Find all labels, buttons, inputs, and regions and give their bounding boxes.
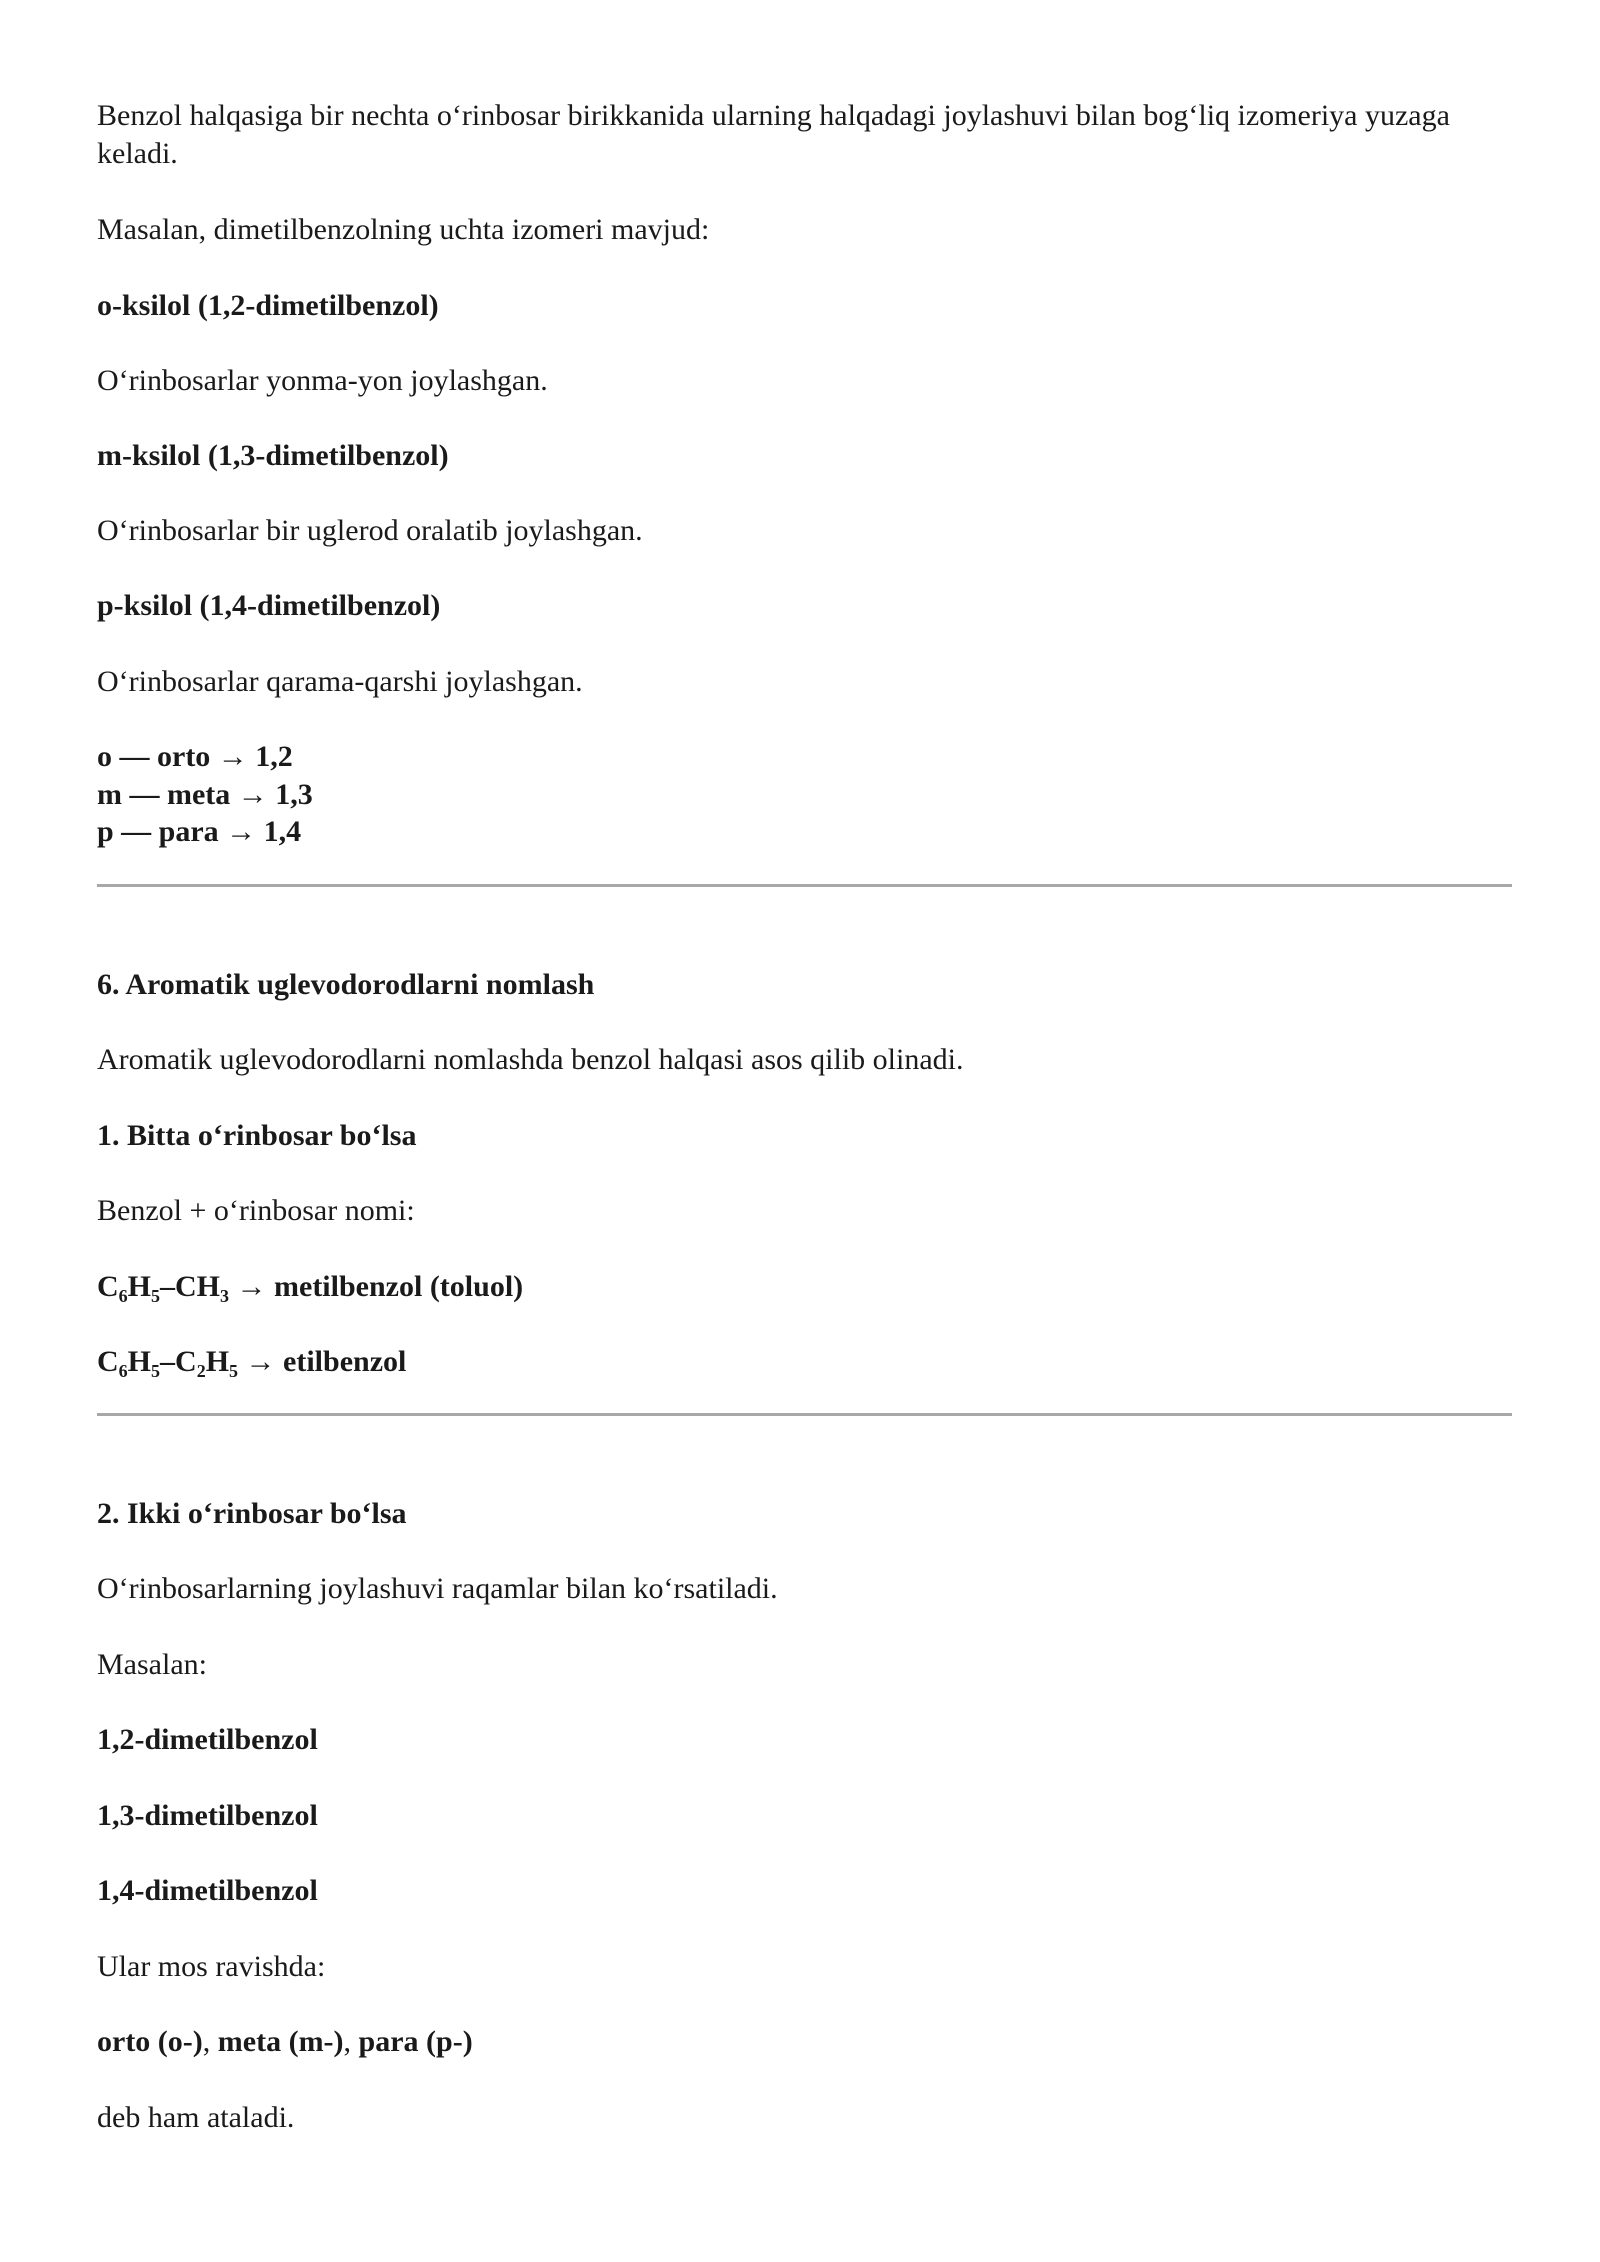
term-separator: , bbox=[343, 2025, 359, 2058]
formula-part: C bbox=[97, 1270, 119, 1303]
compound-name: 1,3-dimetilbenzol bbox=[97, 1799, 318, 1832]
formula-subscript: 6 bbox=[118, 1361, 128, 1381]
isomer-meta-title: m-ksilol (1,3-dimetilbenzol) bbox=[97, 439, 449, 472]
position-para: p — para → 1,4 bbox=[97, 815, 302, 848]
formula-part: H bbox=[127, 1345, 152, 1378]
formula-subscript: 3 bbox=[220, 1286, 230, 1306]
section-text: O‘rinbosarlarning joylashuvi raqamlar bilan ko‘rsatiladi. bbox=[97, 1572, 778, 1605]
formula-part: H bbox=[205, 1345, 230, 1378]
position-ortho: o — orto → 1,2 bbox=[97, 740, 293, 773]
intro-paragraph: Benzol halqasiga bir nechta o‘rinbosar birikkanida ularning halqadagi joylashuvi bilan bog‘liq izomeriya yuzaga keladi. bbox=[97, 99, 1450, 170]
position-terms bbox=[97, 2023, 473, 2061]
divider bbox=[97, 1413, 1512, 1416]
term-separator: , bbox=[202, 2025, 218, 2058]
formula-subscript: 2 bbox=[196, 1361, 206, 1381]
formula-part: –C bbox=[160, 1345, 197, 1378]
isomer-para-title: p-ksilol (1,4-dimetilbenzol) bbox=[97, 589, 441, 622]
section-heading: 6. Aromatik uglevodorodlarni nomlash bbox=[97, 968, 595, 1001]
closing-text: deb ham ataladi. bbox=[97, 2101, 295, 2134]
formula-ethylbenzene bbox=[97, 1343, 406, 1381]
example-label: Masalan: bbox=[97, 1648, 207, 1681]
subsection-heading: 1. Bitta o‘rinbosar bo‘lsa bbox=[97, 1119, 417, 1152]
isomer-ortho-desc: O‘rinbosarlar yonma-yon joylashgan. bbox=[97, 364, 548, 397]
term-ortho: orto (o-) bbox=[97, 2025, 203, 2058]
isomer-para-desc: O‘rinbosarlar qarama-qarshi joylashgan. bbox=[97, 665, 583, 698]
formula-subscript: 5 bbox=[151, 1286, 161, 1306]
formula-part: C bbox=[97, 1345, 119, 1378]
compound-name: → metilbenzol (toluol) bbox=[229, 1270, 524, 1303]
formula-part: –CH bbox=[160, 1270, 221, 1303]
compound-name: 1,4-dimetilbenzol bbox=[97, 1874, 318, 1907]
divider bbox=[97, 884, 1512, 887]
isomer-meta-desc: O‘rinbosarlar bir uglerod oralatib joylashgan. bbox=[97, 514, 643, 547]
formula-subscript: 5 bbox=[229, 1361, 239, 1381]
term-para: para (p-) bbox=[358, 2025, 473, 2058]
subsection-text: Benzol + o‘rinbosar nomi: bbox=[97, 1194, 415, 1227]
compound-name: 1,2-dimetilbenzol bbox=[97, 1723, 318, 1756]
section-intro: Aromatik uglevodorodlarni nomlashda benzol halqasi asos qilib olinadi. bbox=[97, 1043, 964, 1076]
respectively-text: Ular mos ravishda: bbox=[97, 1950, 326, 1983]
term-meta: meta (m-) bbox=[217, 2025, 344, 2058]
position-meta: m — meta → 1,3 bbox=[97, 778, 313, 811]
formula-toluene bbox=[97, 1268, 523, 1306]
formula-subscript: 5 bbox=[151, 1361, 161, 1381]
intro-example-line: Masalan, dimetilbenzolning uchta izomeri mavjud: bbox=[97, 213, 710, 246]
compound-name: → etilbenzol bbox=[238, 1345, 407, 1378]
formula-part: H bbox=[127, 1270, 152, 1303]
section-heading: 2. Ikki o‘rinbosar bo‘lsa bbox=[97, 1497, 407, 1530]
formula-subscript: 6 bbox=[118, 1286, 128, 1306]
isomer-ortho-title: o-ksilol (1,2-dimetilbenzol) bbox=[97, 289, 439, 322]
